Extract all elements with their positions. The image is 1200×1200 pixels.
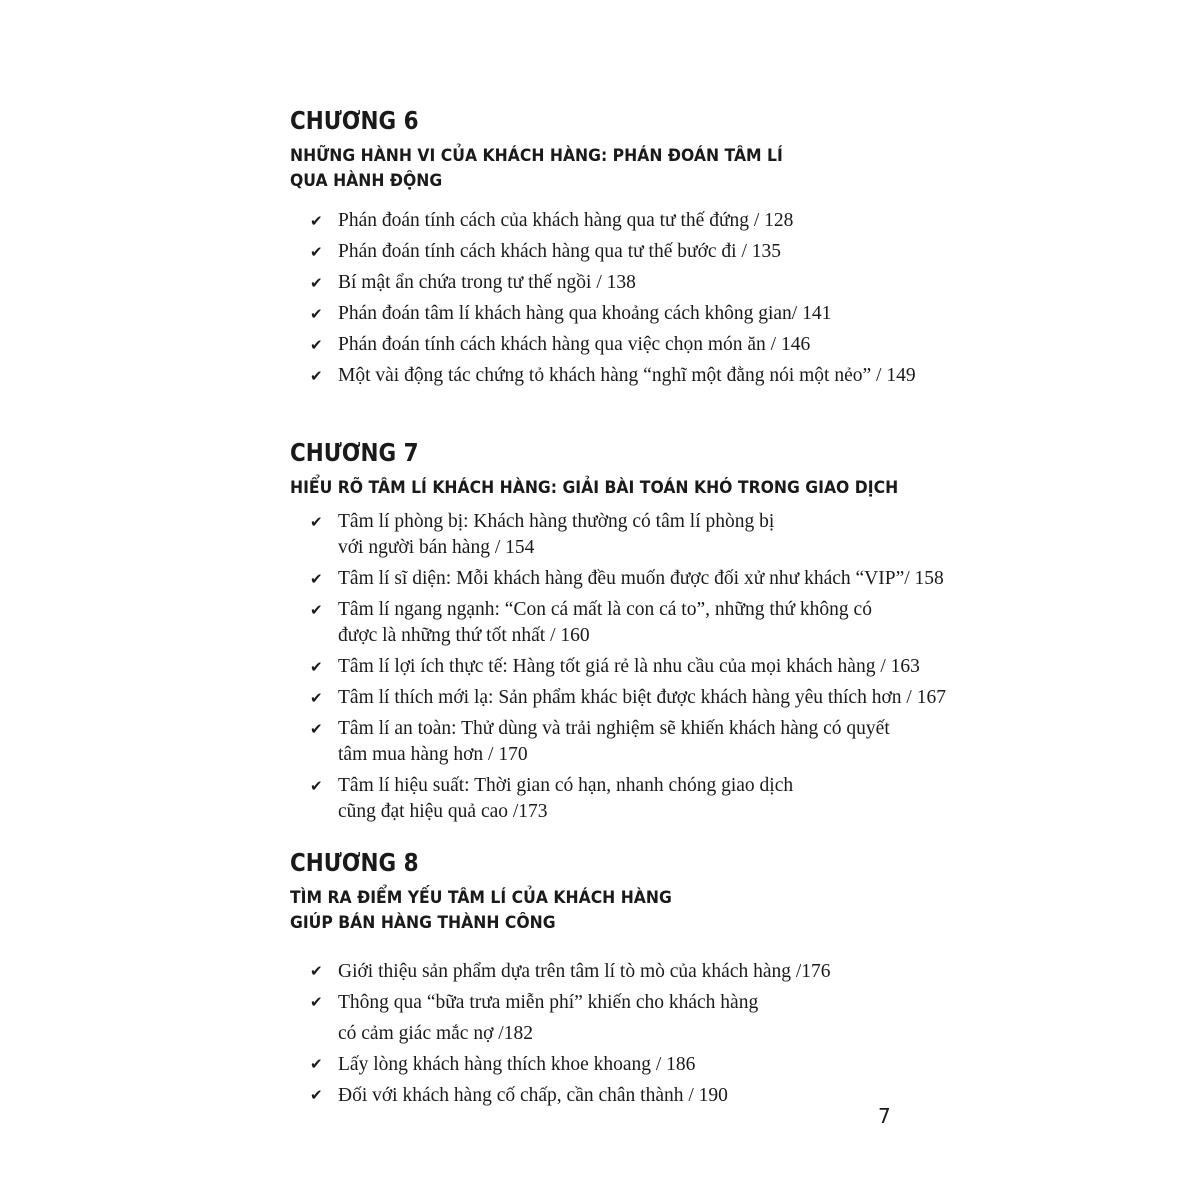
toc-item[interactable]: [290, 654, 1010, 680]
toc-item[interactable]: [290, 773, 1010, 825]
checkmark-icon: ✔: [310, 689, 323, 707]
toc-item-text: Tâm lí lợi ích thực tế: Hàng tốt giá rẻ là nhu cầu của mọi khách hàng / 163: [338, 656, 920, 677]
checkmark-icon: ✔: [310, 962, 323, 980]
checkmark-icon: ✔: [310, 336, 323, 354]
toc-item[interactable]: [290, 509, 1010, 561]
checkmark-icon: ✔: [310, 777, 323, 795]
toc-item-text: Phán đoán tâm lí khách hàng qua khoảng cách không gian/ 141: [338, 303, 832, 324]
toc-item[interactable]: [290, 566, 1010, 592]
toc-list: [290, 208, 1010, 389]
toc-item[interactable]: [290, 1049, 1010, 1080]
checkmark-icon: ✔: [310, 305, 323, 323]
toc-item-text: Bí mật ẩn chứa trong tư thế ngồi / 138: [338, 272, 636, 293]
page-number: 7: [878, 1104, 891, 1128]
toc-item-text: Phán đoán tính cách khách hàng qua tư thế bước đi / 135: [338, 241, 782, 262]
checkmark-icon: ✔: [310, 274, 323, 292]
toc-item[interactable]: [290, 1080, 1010, 1111]
checkmark-icon: ✔: [310, 658, 323, 676]
toc-item[interactable]: [290, 270, 1010, 296]
chapter-6: [290, 104, 1010, 394]
checkmark-icon: ✔: [310, 993, 323, 1011]
chapter-subtitle-line: GIÚP BÁN HÀNG THÀNH CÔNG: [290, 913, 556, 933]
toc-item[interactable]: [290, 363, 1010, 389]
toc-item[interactable]: [290, 956, 1010, 987]
checkmark-icon: ✔: [310, 601, 323, 619]
toc-item[interactable]: [290, 208, 1010, 234]
chapter-title: CHƯƠNG 7: [290, 438, 419, 467]
toc-item-text: Đối với khách hàng cố chấp, cần chân thành / 190: [338, 1085, 728, 1106]
chapter-subtitle-line: QUA HÀNH ĐỘNG: [290, 171, 443, 191]
toc-item-text-continued: tâm mua hàng hơn / 170: [338, 744, 528, 765]
toc-item[interactable]: [290, 987, 1010, 1049]
toc-item-text: Giới thiệu sản phẩm dựa trên tâm lí tò mò của khách hàng /176: [338, 961, 831, 982]
toc-item-text-continued: được là những thứ tốt nhất / 160: [338, 625, 590, 646]
toc-item-text: Phán đoán tính cách của khách hàng qua tư thế đứng / 128: [338, 210, 794, 231]
chapter-title: CHƯƠNG 6: [290, 106, 419, 135]
checkmark-icon: ✔: [310, 367, 323, 385]
checkmark-icon: ✔: [310, 243, 323, 261]
chapter-8: [290, 846, 1010, 1111]
chapter-7: [290, 436, 1010, 830]
toc-item-text: Tâm lí an toàn: Thử dùng và trải nghiệm sẽ khiến khách hàng có quyết: [338, 718, 890, 739]
toc-item-text: Một vài động tác chứng tỏ khách hàng “nghĩ một đằng nói một nẻo” / 149: [338, 365, 916, 386]
toc-item-text: Tâm lí phòng bị: Khách hàng thường có tâm lí phòng bị: [338, 511, 775, 532]
toc-item-text: Tâm lí sĩ diện: Mỗi khách hàng đều muốn được đối xử như khách “VIP”/ 158: [338, 568, 944, 589]
chapter-title: CHƯƠNG 8: [290, 848, 419, 877]
toc-item-text: Thông qua “bữa trưa miễn phí” khiến cho khách hàng: [338, 992, 759, 1013]
toc-list: [290, 509, 1010, 825]
toc-item-text: Tâm lí ngang ngạnh: “Con cá mất là con cá to”, những thứ không có: [338, 599, 872, 620]
checkmark-icon: ✔: [310, 720, 323, 738]
checkmark-icon: ✔: [310, 212, 323, 230]
checkmark-icon: ✔: [310, 1086, 323, 1104]
toc-item-text-continued: có cảm giác mắc nợ /182: [338, 1023, 533, 1044]
toc-item[interactable]: [290, 332, 1010, 358]
chapter-subtitle-line: TÌM RA ĐIỂM YẾU TÂM LÍ CỦA KHÁCH HÀNG: [290, 888, 672, 908]
toc-item[interactable]: [290, 597, 1010, 649]
toc-item[interactable]: [290, 301, 1010, 327]
toc-item[interactable]: [290, 685, 1010, 711]
toc-item-text-continued: với người bán hàng / 154: [338, 537, 535, 558]
checkmark-icon: ✔: [310, 570, 323, 588]
chapter-subtitle-line: HIỂU RÕ TÂM LÍ KHÁCH HÀNG: GIẢI BÀI TOÁN KHÓ TRONG GIAO DỊCH: [290, 478, 899, 498]
toc-item[interactable]: [290, 716, 1010, 768]
toc-item-text: Phán đoán tính cách khách hàng qua việc chọn món ăn / 146: [338, 334, 811, 355]
toc-item[interactable]: [290, 239, 1010, 265]
chapter-subtitle: [290, 886, 952, 936]
chapter-subtitle-line: NHỮNG HÀNH VI CỦA KHÁCH HÀNG: PHÁN ĐOÁN TÂM LÍ: [290, 146, 783, 166]
toc-item-text: Tâm lí thích mới lạ: Sản phẩm khác biệt được khách hàng yêu thích hơn / 167: [338, 687, 946, 708]
checkmark-icon: ✔: [310, 513, 323, 531]
chapter-subtitle: [290, 476, 952, 501]
toc-item-text: Lấy lòng khách hàng thích khoe khoang / 186: [338, 1054, 696, 1075]
toc-item-text-continued: cũng đạt hiệu quả cao /173: [338, 801, 548, 822]
checkmark-icon: ✔: [310, 1055, 323, 1073]
toc-item-text: Tâm lí hiệu suất: Thời gian có hạn, nhanh chóng giao dịch: [338, 775, 794, 796]
toc-list: [290, 956, 1010, 1111]
chapter-subtitle: [290, 144, 952, 194]
